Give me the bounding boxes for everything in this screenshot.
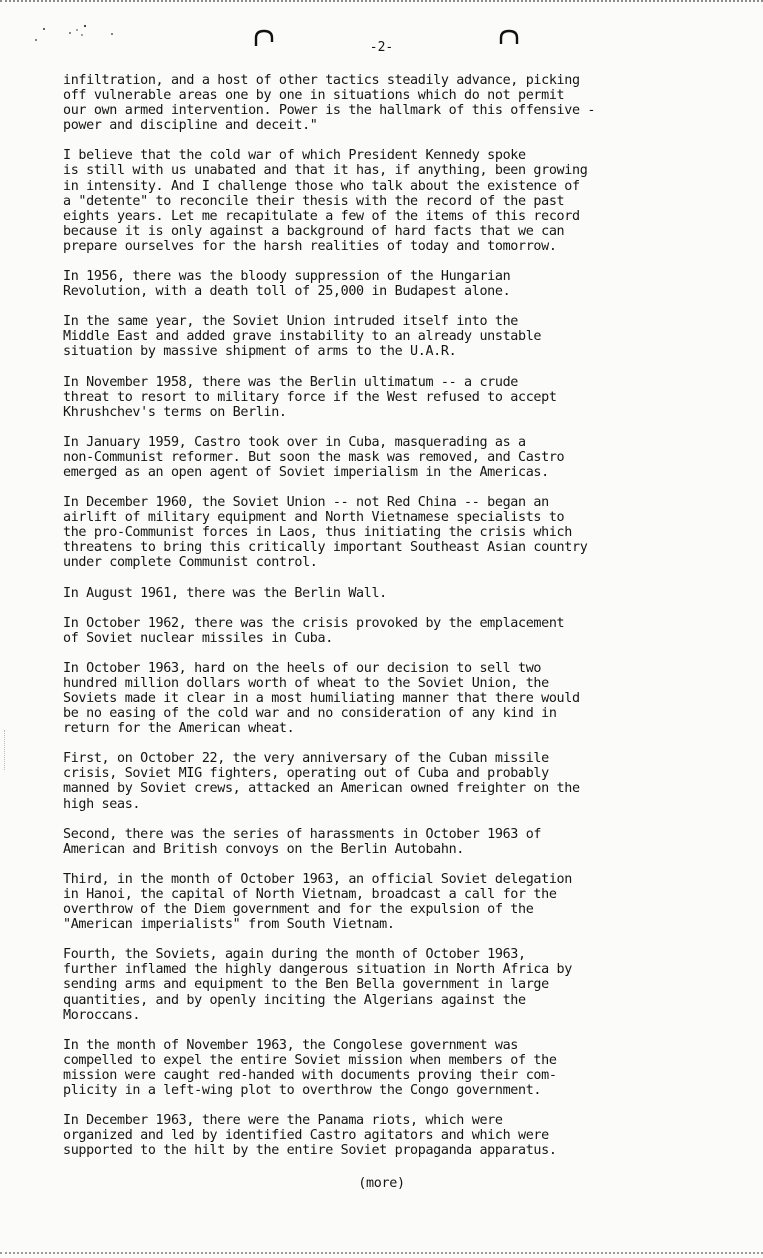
page-top-edge [0, 0, 763, 6]
page-number: -2- [369, 40, 394, 55]
page-bottom-edge [0, 1252, 763, 1254]
paragraph: In December 1963, there were the Panama riots, which were organized and led by identified Castro agitators and which were supported to the hilt by the entire Soviet propaganda apparatus. [63, 1113, 557, 1159]
paragraph: In August 1961, there was the Berlin Wall. [63, 585, 387, 601]
paragraph: In November 1958, there was the Berlin ultimatum -- a crude threat to resort to military force if the West refused to accept Khrushchev's terms on Berlin. [63, 374, 557, 420]
paragraph: Second, there was the series of harassments in October 1963 of American and British convoys on the Berlin Autobahn. [63, 826, 542, 857]
paragraph: I believe that the cold war of which President Kennedy spoke is still with us unabated and that it has, if anything, been growing in intensity. And I challenge those who talk about the existence of a "detente" to reconcile their thesis with the record of the past eights years. Let me recapitulate a few of the items of this record because it is only against a background of hard facts that we can prepare ourselves for the harsh realities of today and tomorrow. [63, 148, 588, 254]
paragraph: In December 1960, the Soviet Union -- not Red China -- began an airlift of military equipment and North Vietnamese specialists to the pro-Communist forces in Laos, thus initiating the crisis which threatens to bring this critically important Southeast Asian country under complete Communist control. [63, 495, 588, 571]
paragraph: In the same year, the Soviet Union intruded itself into the Middle East and added grave instability to an already unstable situation by massive shipment of arms to the U.A.R. [63, 314, 542, 360]
paragraph: In October 1963, hard on the heels of our decision to sell two hundred million dollars worth of wheat to the Soviet Union, the Soviets made it clear in a most humiliating manner that there would be no easing of the cold war and no consideration of any kind in return for the American wheat. [63, 660, 580, 737]
paragraph: In 1956, there was the bloody suppression of the Hungarian Revolution, with a death toll of 25,000 in Budapest alone. [63, 269, 511, 300]
continuation-note: (more) [358, 1176, 405, 1191]
paragraph: infiltration, and a host of other tactics steadily advance, picking off vulnerable areas one by one in situations which do not permit our own armed intervention. Power is the hallmark of this offensive - power and discipline and deceit." [63, 73, 596, 134]
paragraph: Fourth, the Soviets, again during the month of October 1963, further inflamed the highly dangerous situation in North Africa by sending arms and equipment to the Ben Bella government in large quantities, and by openly inciting the Algerians against the Moroccans. [63, 947, 572, 1023]
paragraph: In January 1959, Castro took over in Cuba, masquerading as a non-Communist reformer. But soon the mask was removed, and Castro emerged as an open agent of Soviet imperialism in the Americas. [63, 434, 565, 480]
document-body [63, 73, 713, 1173]
paragraph: In the month of November 1963, the Congolese government was compelled to expel the entire Soviet mission when members of the mission were caught red-handed with documents proving their com- plicity in a left-wing plot to overthrow the Congo government. [63, 1037, 557, 1098]
margin-mark [4, 730, 6, 770]
paragraph: First, on October 22, the very anniversary of the Cuban missile crisis, Soviet MIG fighters, operating out of Cuba and probably manned by Soviet crews, attacked an American owned freighter on the high seas. [63, 751, 580, 812]
paragraph: In October 1962, there was the crisis provoked by the emplacement of Soviet nuclear missiles in Cuba. [63, 615, 565, 646]
paragraph: Third, in the month of October 1963, an official Soviet delegation in Hanoi, the capital of North Vietnam, broadcast a call for the overthrow of the Diem government and for the expulsion of the "American imperialists" from South Vietnam. [63, 871, 572, 933]
